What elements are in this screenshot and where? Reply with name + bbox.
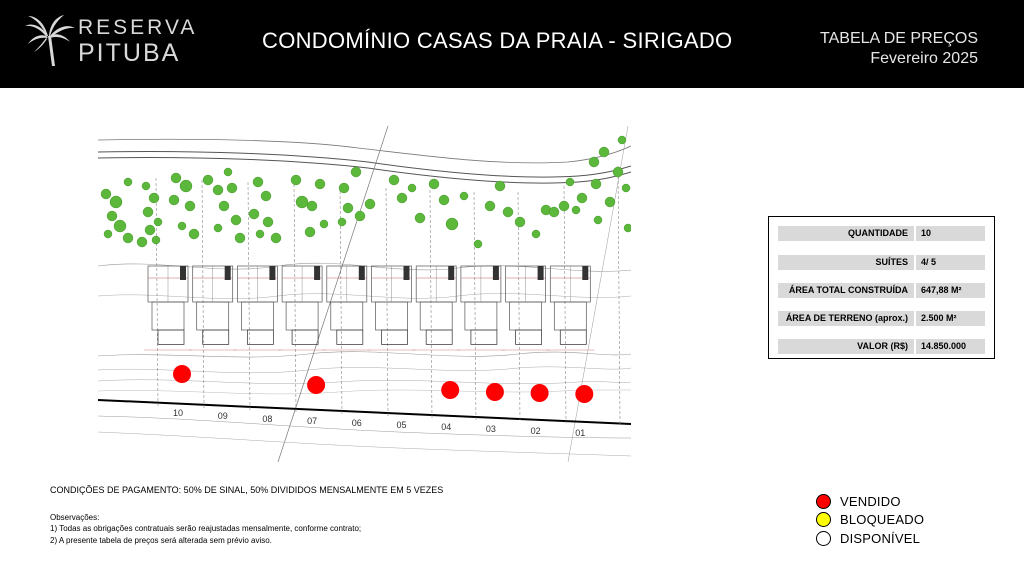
house-footprint [502,266,550,350]
info-value: 14.850.000 [914,339,985,354]
legend-blocked [816,511,924,527]
lot-number-label: 05 [396,420,407,430]
price-table-date: Fevereiro 2025 [870,50,978,67]
info-row-suites [778,255,985,270]
payment-conditions: CONDIÇÕES DE PAGAMENTO: 50% DE SINAL, 50% DIVIDIDOS MENSALMENTE EM 5 VEZES [50,485,444,495]
info-row-quantity [778,226,985,241]
house-footprints [144,266,594,350]
lot-number-label: 09 [217,411,228,421]
legend-sold-label: VENDIDO [840,493,901,509]
info-value: 10 [914,226,985,241]
info-label: SUÍTES [778,255,914,270]
sold-status-icon [816,494,831,509]
info-label: QUANTIDADE [778,226,914,241]
lot-status-marker[interactable] [441,381,459,399]
lot-status-marker[interactable] [486,383,504,401]
price-table-label: TABELA DE PREÇOS [820,30,978,47]
brand-name-line1: RESERVA [78,16,198,39]
site-plan-map [98,126,631,462]
available-status-icon [816,531,831,546]
blocked-status-icon [816,512,831,527]
lot-number-label: 06 [351,418,362,428]
property-info-table [768,216,995,359]
lot-number-label: 07 [307,416,318,426]
lot-number-label: 03 [485,424,496,434]
page-title: CONDOMÍNIO CASAS DA PRAIA - SIRIGADO [262,28,733,53]
lot-number-label: 08 [262,414,273,424]
info-row-land-area [778,311,985,326]
lot-status-marker[interactable] [307,376,325,394]
house-footprint [323,266,371,350]
info-row-built-area [778,283,985,298]
house-footprint [546,266,594,350]
house-footprint [189,266,237,350]
house-footprint [144,266,192,350]
observations-title: Observações: [50,513,100,522]
info-value: 647,88 M² [914,283,985,298]
legend-blocked-label: BLOQUEADO [840,511,925,527]
info-label: ÁREA TOTAL CONSTRUÍDA [778,283,914,298]
lot-number-label: 04 [441,422,452,432]
brand-logo [24,14,198,68]
lot-markers [173,365,593,403]
observation-2: 2) A presente tabela de preços será alterada sem prévio aviso. [50,536,272,545]
info-label: VALOR (R$) [778,339,914,354]
lot-status-marker[interactable] [173,365,191,383]
legend-sold [816,493,901,509]
brand-name-line2: PITUBA [78,39,181,67]
legend-available [816,530,920,546]
header-bar [0,0,1024,88]
palm-tree-icon [24,14,76,66]
lot-status-marker[interactable] [531,384,549,402]
lot-number-label: 02 [530,426,541,436]
info-value: 2.500 M² [914,311,985,326]
observation-1: 1) Todas as obrigações contratuais serão reajustadas mensalmente, conforme contrato; [50,524,362,533]
lot-number-label: 10 [172,408,184,418]
info-value: 4/ 5 [914,255,985,270]
house-footprint [412,266,460,350]
house-footprint [233,266,281,350]
house-footprint [368,266,416,350]
lot-number-label: 01 [575,428,586,438]
house-footprint [457,266,505,350]
lot-status-marker[interactable] [575,385,593,403]
info-label: ÁREA DE TERRENO (aprox.) [778,311,914,326]
legend-available-label: DISPONÍVEL [840,530,921,546]
info-row-price [778,339,985,354]
